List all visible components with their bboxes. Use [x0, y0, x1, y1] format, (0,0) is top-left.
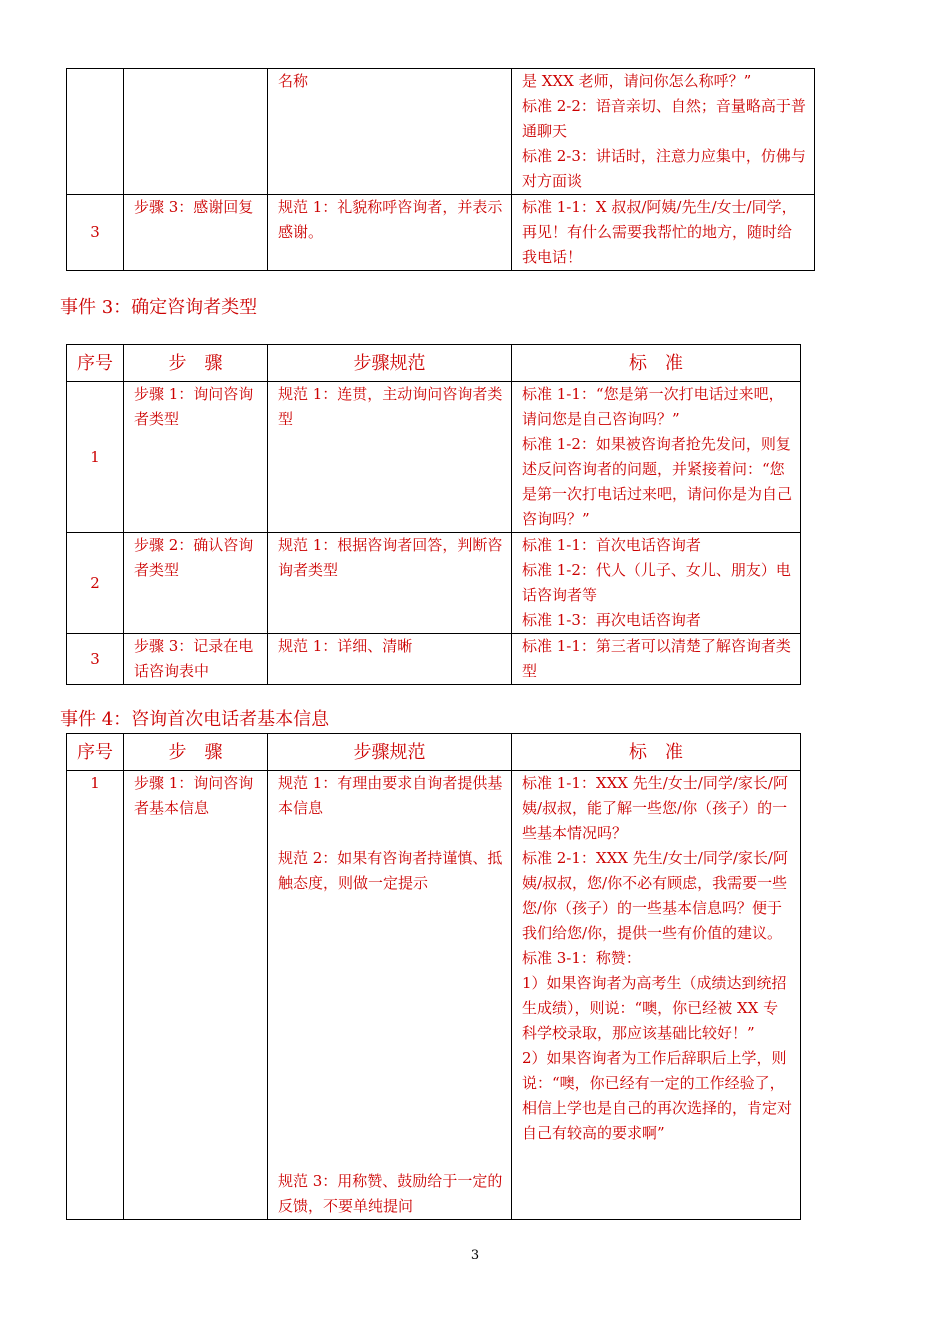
header-standard: 标 准: [512, 345, 801, 382]
rule-text: 规范 2：如果有咨询者持谨慎、抵触态度，则做一定提示: [278, 849, 503, 892]
standard-text: 标准 2-3：讲话时，注意力应集中，仿佛与对方面谈: [522, 147, 806, 190]
table-row: [67, 533, 801, 634]
step-cell: 步骤 3：感谢回复: [124, 195, 268, 271]
table-row: [67, 771, 801, 1220]
num-cell: [67, 69, 124, 195]
table-row: [67, 69, 815, 195]
standard-text: 标准 1-1：XXX 先生/女士/同学/家长/阿姨/叔叔，能了解一些您/你（孩子）的一些基本情况吗？: [522, 774, 788, 842]
rule-cell: 规范 1：礼貌称呼咨询者，并表示感谢。: [268, 195, 512, 271]
rule-spacer: [278, 821, 503, 846]
table-header-row: [67, 734, 801, 771]
rule-text: 规范 1：有理由要求自询者提供基本信息: [278, 774, 503, 817]
standard-text: 标准 2-2：语音亲切、自然；音量略高于普通聊天: [522, 97, 806, 140]
header-step: 步 骤: [124, 345, 268, 382]
standard-text: 标准 1-2：代人（儿子、女儿、朋友）电话咨询者等: [522, 561, 791, 604]
rule-text: 规范 3：用称赞、鼓励给于一定的反馈，不要单纯提问: [278, 1172, 503, 1215]
standard-text: 标准 1-1：首次电话咨询者: [522, 536, 701, 554]
step-cell: 步骤 1：询问咨询者基本信息: [124, 771, 268, 1220]
step-cell: 步骤 2：确认咨询者类型: [124, 533, 268, 634]
standard-cell: [512, 533, 801, 634]
num-cell: 2: [67, 533, 124, 634]
rule-cell: 规范 1：详细、清晰: [268, 634, 512, 685]
header-standard: 标 准: [512, 734, 801, 771]
step-cell: 步骤 1：询问咨询者类型: [124, 382, 268, 533]
rule-cell: 规范 1：根据咨询者回答，判断咨询者类型: [268, 533, 512, 634]
rule-cell: [268, 69, 512, 195]
standard-cell: [512, 771, 801, 1220]
table-row: [67, 382, 801, 533]
standard-text: 标准 2-1：XXX 先生/女士/同学/家长/阿姨/叔叔，您/你不必有顾虑，我需要一些您/你（孩子）的一些基本信息吗？便于我们给您/你，提供一些有价值的建议。: [522, 849, 788, 942]
num-cell: 1: [67, 771, 124, 1220]
rule-text: 名称: [278, 72, 309, 90]
event3-heading: 事件 3：确定咨询者类型: [60, 297, 258, 318]
standard-text: 标准 1-2：如果被咨询者抢先发问，则复述反问咨询者的问题，并紧接着问：“您是第一次打电话过来吧，请问你是为自己咨询吗？”: [522, 435, 793, 528]
rule-cell: [268, 771, 512, 1220]
page-number: 3: [470, 1248, 480, 1263]
step-cell: 步骤 3：记录在电话咨询表中: [124, 634, 268, 685]
header-num: 序号: [67, 345, 124, 382]
standard-text: 标准 1-3：再次电话咨询者: [522, 611, 701, 629]
num-cell: 1: [67, 382, 124, 533]
standard-text: 标准 1-1：“您是第一次打电话过来吧，请问您是自己咨询吗？”: [522, 385, 784, 428]
event4-table: [66, 733, 801, 1220]
table-row: [67, 634, 801, 685]
standard-text: 标准 3-1：称赞：: [522, 949, 641, 967]
table-header-row: [67, 345, 801, 382]
standard-text: 2）如果咨询者为工作后辞职后上学，则说：“噢，你已经有一定的工作经验了，相信上学也是自己的再次选择的，肯定对自己有较高的要求啊”: [522, 1049, 793, 1142]
header-num: 序号: [67, 734, 124, 771]
event4-heading: 事件 4：咨询首次电话者基本信息: [60, 709, 330, 730]
table-row: [67, 195, 815, 271]
standard-text: 标准 1-1：第三者可以清楚了解咨询者类型: [522, 637, 791, 680]
header-rule: 步骤规范: [268, 345, 512, 382]
standard-text: 1）如果咨询者为高考生（成绩达到统招生成绩），则说：“噢，你已经被 XX 专科学校录取，那应该基础比较好！”: [522, 974, 787, 1042]
step-cell: [124, 69, 268, 195]
standard-cell: [512, 634, 801, 685]
header-step: 步 骤: [124, 734, 268, 771]
standard-cell: [512, 382, 801, 533]
rule-cell: 规范 1：连贯，主动询问咨询者类型: [268, 382, 512, 533]
standard-cell: [512, 69, 815, 195]
standard-cell: 标准 1-1：X 叔叔/阿姨/先生/女士/同学，再见！有什么需要我帮忙的地方，随时给我电话！: [512, 195, 815, 271]
standard-text: 是 XXX 老师，请问你怎么称呼？”: [522, 72, 752, 90]
event2-table-continued: [66, 68, 815, 271]
event3-table: [66, 344, 801, 685]
header-rule: 步骤规范: [268, 734, 512, 771]
num-cell: 3: [67, 634, 124, 685]
num-cell: 3: [67, 195, 124, 271]
